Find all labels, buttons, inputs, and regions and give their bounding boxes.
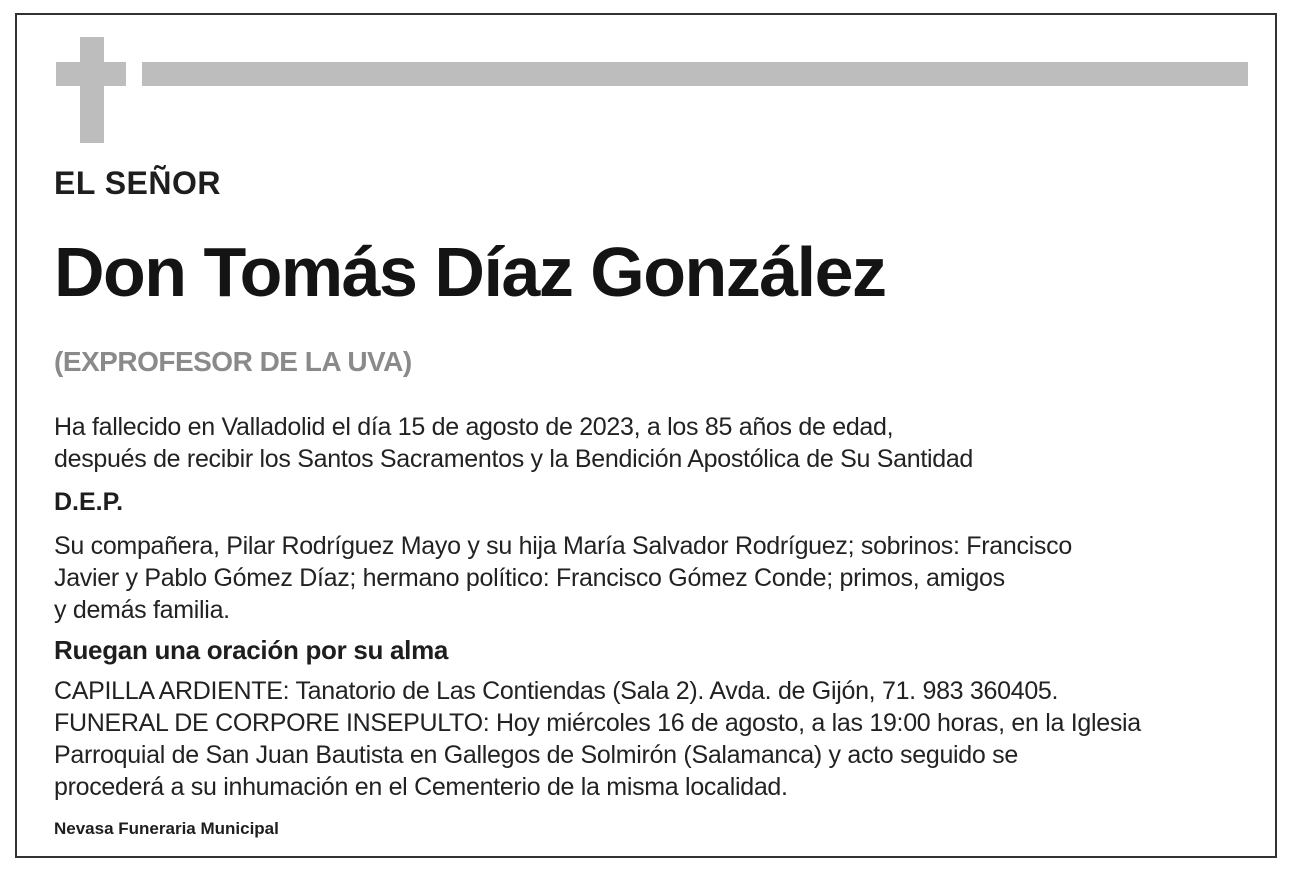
family-line: y demás familia. (54, 596, 230, 624)
cross-horizontal-bar (56, 62, 126, 86)
prayer-request: Ruegan una oración por su alma (54, 635, 449, 665)
service-line: Parroquial de San Juan Bautista en Gallegos de Solmirón (Salamanca) y acto seguido se (54, 741, 1018, 769)
occupation: (EXPROFESOR DE LA UVA) (54, 346, 412, 377)
service-line: FUNERAL DE CORPORE INSEPULTO: Hoy miércoles 16 de agosto, a las 19:00 horas, en la Iglesia (54, 709, 1141, 737)
header-rule (142, 62, 1248, 86)
death-notice-line: después de recibir los Santos Sacramentos y la Bendición Apostólica de Su Santidad (54, 445, 974, 473)
family-line: Javier y Pablo Gómez Díaz; hermano político: Francisco Gómez Conde; primos, amigos (54, 564, 1005, 592)
family-list (54, 530, 1072, 626)
rip-label: D.E.P. (54, 488, 124, 516)
service-line: procederá a su inhumación en el Cementerio de la misma localidad. (54, 773, 788, 801)
deceased-name: Don Tomás Díaz González (54, 233, 886, 311)
service-details (54, 675, 1141, 803)
death-notice (54, 411, 973, 475)
cross-vertical-bar (80, 37, 104, 143)
service-line: CAPILLA ARDIENTE: Tanatorio de Las Contiendas (Sala 2). Avda. de Gijón, 71. 983 360405. (54, 677, 1059, 705)
honorific: EL SEÑOR (54, 165, 221, 201)
family-line: Su compañera, Pilar Rodríguez Mayo y su hija María Salvador Rodríguez; sobrinos: Francisco (54, 532, 1072, 560)
funeral-home: Nevasa Funeraria Municipal (54, 819, 279, 838)
death-notice-line: Ha fallecido en Valladolid el día 15 de agosto de 2023, a los 85 años de edad, (54, 413, 894, 441)
